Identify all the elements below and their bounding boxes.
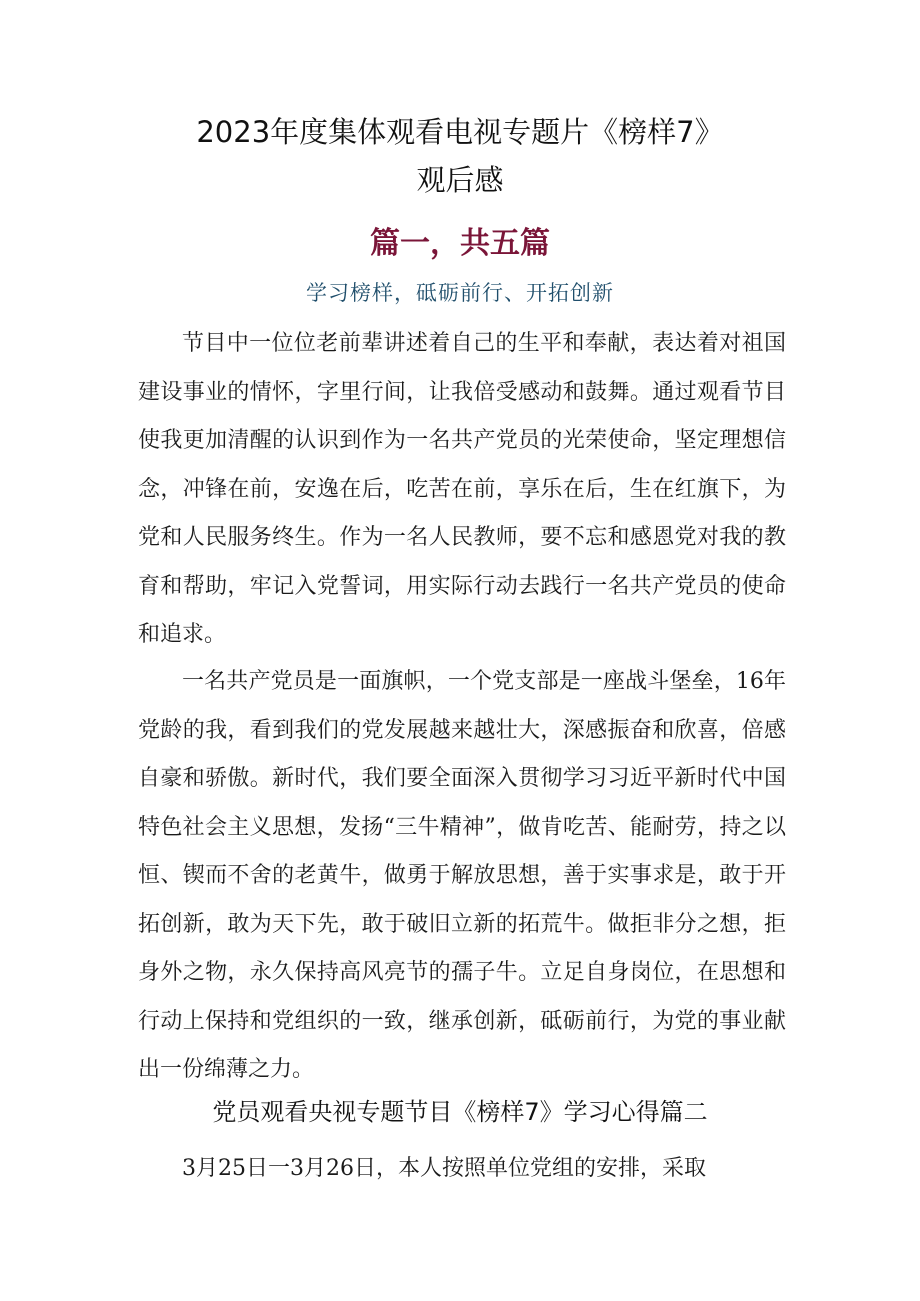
section-heading: 篇一，共五篇 [370,226,550,261]
section-subtitle: 学习榜样，砥砺前行、开拓创新 [306,281,614,305]
body-paragraph-2: 一名共产党员是一面旗帜，一个党支部是一座战斗堡垒，16年党龄的我，看到我们的党发展越来越壮大，深感振奋和欣喜，倍感自豪和骄傲。新时代，我们要全面深入贯彻学习习近平新时代中国特色社会主义思想，发扬“三牛精神”，做肯吃苦、能耐劳，持之以恒、锲而不舍的老黄牛，做勇于解放思想，善于实事求是，敢于开拓创新，敢为天下先，敢于破旧立新的拓荒牛。做拒非分之想，拒身外之物，永久保持高风亮节的孺子牛。立足自身岗位，在思想和行动上保持和党组织的一致，继承创新，砥砺前行，为党的事业献出一份绵薄之力。 [138,669,786,1082]
body-paragraph-1: 节目中一位位老前辈讲述着自己的生平和奉献，表达着对祖国建设事业的情怀，字里行间，让我倍受感动和鼓舞。通过观看节目使我更加清醒的认识到作为一名共产党员的光荣使命，坚定理想信念，冲锋在前，安逸在后，吃苦在前，享乐在后，生在红旗下，为党和人民服务终生。作为一名人民教师，要不忘和感恩党对我的教育和帮助，牢记入党誓词，用实际行动去践行一名共产党员的使命和追求。 [138,331,786,647]
document-title-line2: 观后感 [416,163,504,197]
body-paragraph-3: 3月25日一3月26日，本人按照单位党组的安排，采取 [182,1156,706,1181]
document-title-line1: 2023年度集体观看电视专题片《榜样7》 [196,115,724,149]
section-heading-2: 党员观看央视专题节目《榜样7》学习心得篇二 [212,1098,708,1126]
